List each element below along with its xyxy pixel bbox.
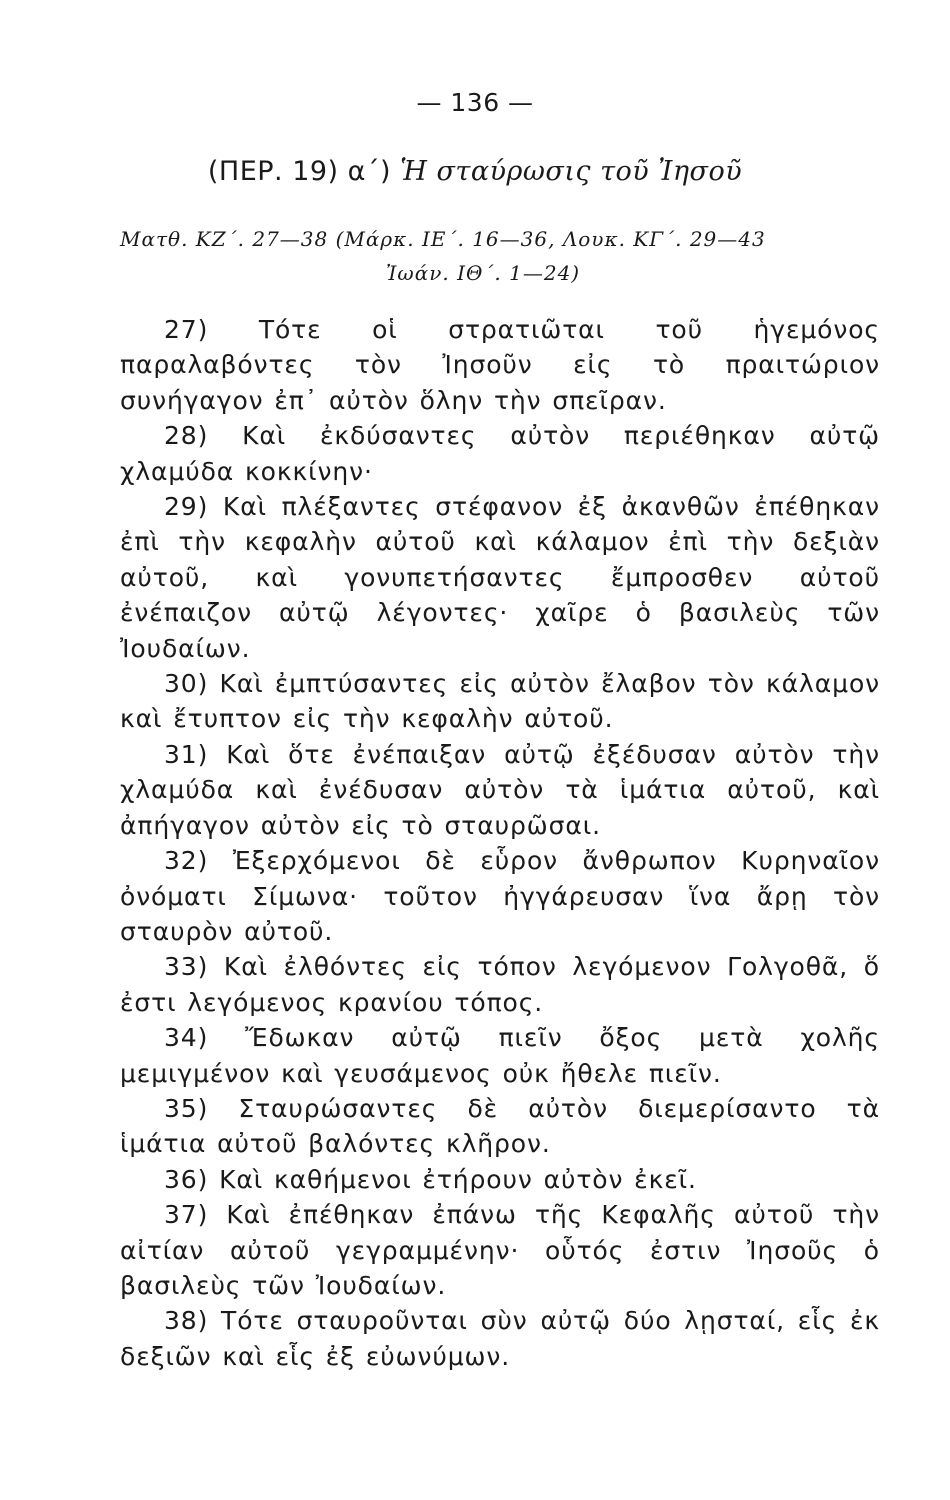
verse-37: 37) Καὶ ἐπέθηκαν ἐπάνω τῆς Κεφαλῆς αὐτοῦ τὴν αἰτίαν αὐτοῦ γεγραμμένην· οὗτός ἐστιν Ἰησοῦς ὁ βασιλεὺς τῶν Ἰουδαίων. (120, 1200, 880, 1300)
verses-body (120, 312, 880, 1374)
verse-33: 33) Καὶ ἐλθόντες εἰς τόπον λεγόμενον Γολγοθᾶ, ὅ ἐστι λεγόμενος κρανίου τόπος. (120, 952, 880, 1017)
gospel-references (120, 222, 880, 290)
chapter-number: (ΠΕΡ. 19) α΄) (207, 156, 392, 187)
verse-31: 31) Καὶ ὅτε ἐνέπαιξαν αὐτῷ ἐξέδυσαν αὐτὸν τὴν χλαμύδα καὶ ἐνέδυσαν αὐτὸν τὰ ἱμάτια αὐτοῦ, καὶ ἀπήγαγον αὐτὸν εἰς τὸ σταυρῶσαι. (120, 739, 880, 840)
chapter-title: Ἡ σταύρωσις τοῦ Ἰησοῦ (400, 156, 743, 187)
verse-28: 28) Καὶ ἐκδύσαντες αὐτὸν περιέθηκαν αὐτῷ χλαμύδα κοκκίνην· (120, 421, 880, 486)
references-line-2: Ἰωάν. ΙΘ΄. 1—24) (386, 261, 581, 285)
verse-27: 27) Τότε οἱ στρατιῶται τοῦ ἡγεμόνος παραλαβόντες τὸν Ἰησοῦν εἰς τὸ πραιτώριον συνήγαγον ἐπ᾽ αὐτὸν ὅλην τὴν σπεῖραν. (120, 315, 880, 415)
references-line-1: Ματθ. ΚΖ΄. 27—38 (Μάρκ. ΙΕ΄. 16—36, Λουκ. ΚΓ΄. 29—43 (120, 227, 766, 251)
verse-35: 35) Σταυρώσαντες δὲ αὐτὸν διεμερίσαντο τὰ ἱμάτια αὐτοῦ βαλόντες κλῆρον. (120, 1093, 880, 1159)
verse-38: 38) Τότε σταυροῦνται σὺν αὐτῷ δύο λῃσταί, εἷς ἐκ δεξιῶν καὶ εἷς ἐξ εὐωνύμων. (120, 1306, 880, 1371)
chapter-heading (0, 156, 950, 187)
verse-29: 29) Καὶ πλέξαντες στέφανον ἐξ ἀκανθῶν ἐπέθηκαν ἐπὶ τὴν κεφαλὴν αὐτοῦ καὶ κάλαμον ἐπὶ τὴν δεξιὰν αὐτοῦ, καὶ γονυπετήσαντες ἔμπροσθεν αὐτοῦ ἐνέπαιζον αὐτῷ λέγοντες· χαῖρε ὁ βασιλεὺς τῶν Ἰουδαίων. (120, 492, 880, 663)
page-number: — 136 — (416, 88, 534, 117)
verse-32: 32) Ἐξερχόμενοι δὲ εὗρον ἄνθρωπον Κυρηναῖον ὀνόματι Σίμωνα· τοῦτον ἠγγάρευσαν ἵνα ἄρῃ τὸν σταυρὸν αὐτοῦ. (120, 846, 880, 946)
verse-36: 36) Καὶ καθήμενοι ἐτήρουν αὐτὸν ἐκεῖ. (164, 1164, 697, 1194)
verse-30: 30) Καὶ ἐμπτύσαντες εἰς αὐτὸν ἔλαβον τὸν κάλαμον καὶ ἔτυπτον εἰς τὴν κεφαλὴν αὐτοῦ. (120, 669, 880, 734)
verse-34: 34) Ἔδωκαν αὐτῷ πιεῖν ὄξος μετὰ χολῆς μεμιγμένον καὶ γευσάμενος οὐκ ἤθελε πιεῖν. (120, 1023, 880, 1088)
